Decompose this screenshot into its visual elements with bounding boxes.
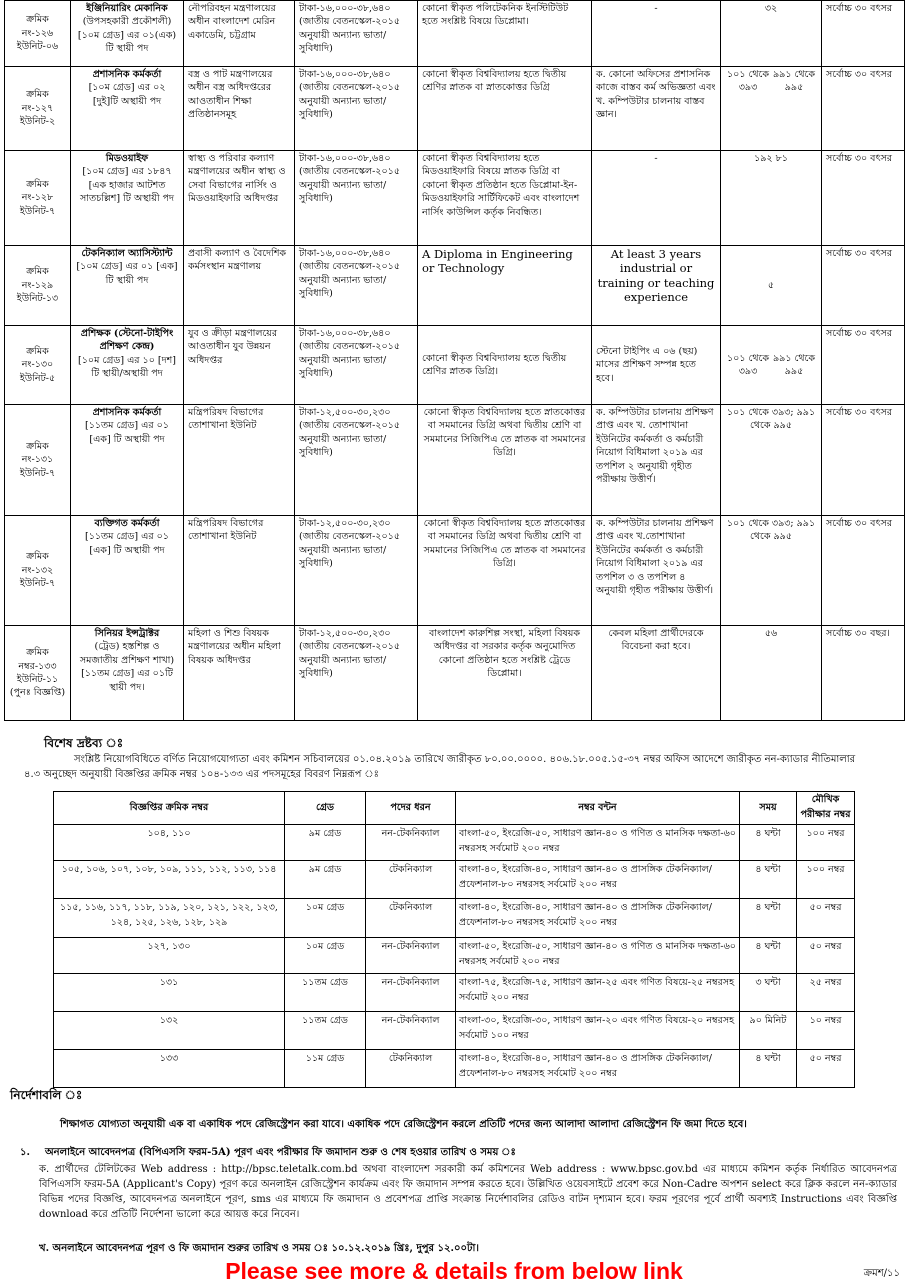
job-serial: ক্রমিক নং-১২৯ ইউনিট-১৩ xyxy=(5,246,71,326)
job-education: কোনো স্বীকৃত বিশ্ববিদ্যালয় হতে দ্বিতীয় শ্রেণির স্নাতক ডিগ্রি। xyxy=(418,326,592,405)
job-row xyxy=(5,626,905,721)
marks-serial: ১৩৩ xyxy=(54,1050,285,1088)
job-ministry: নৌপরিবহন মন্ত্রণালয়ের অধীন বাংলাদেশ মেরিন একাডেমি, চট্টগ্রাম xyxy=(184,1,295,67)
table-row xyxy=(54,1012,855,1050)
table-row xyxy=(54,899,855,938)
job-pay: টাকা-১৬,০০০-৩৮,৬৪০ (জাতীয় বেতনস্কেল-২০১৫ অনুযায়ী অন্যান্য ভাতা/সুবিধাদি) xyxy=(295,67,418,151)
marks-time: ৯০ মিনিট xyxy=(740,1012,797,1050)
marks-type: টেকনিক্যাল xyxy=(366,1050,456,1088)
job-numbers-right: ৯৯১ থেকে ৯৯৫ xyxy=(773,352,815,377)
job-details: (উপসহকারী প্রকৌশলী) [১০ম গ্রেড] এর ০১(এক) টি স্থায়ী পদ xyxy=(77,16,177,55)
job-pay: টাকা-১৬,০০০-৩৮,৬৪০ (জাতীয় বেতনস্কেল-২০১৫ অনুযায়ী অন্যান্য ভাতা/সুবিধাদি) xyxy=(295,246,418,326)
job-pay: টাকা-১২,৫০০-৩০,২৩০ (জাতীয় বেতনস্কেল-২০১৫ অনুযায়ী অন্যান্য ভাতা/সুবিধাদি) xyxy=(295,516,418,626)
job-title-cell xyxy=(71,626,184,721)
marks-col-viva: মৌখিক পরীক্ষার নম্বর xyxy=(797,792,855,825)
job-pay: টাকা-১৬,০০০-৩৮,৬৪০ (জাতীয় বেতনস্কেল-২০১৫ অনুযায়ী অন্যান্য ভাতা/সুবিধাদি) xyxy=(295,1,418,67)
marks-grade: ১১তম গ্রেড xyxy=(285,974,366,1012)
job-experience: - xyxy=(592,151,721,246)
job-details: [১১তম গ্রেড] এর ০১ [এক] টি অস্থায়ী পদ xyxy=(85,420,169,445)
table-row xyxy=(54,938,855,974)
job-title: প্রশাসনিক কর্মকর্তা xyxy=(92,407,162,418)
marks-viva: ৫০ নম্বর xyxy=(797,1050,855,1088)
job-education: A Diploma in Engineering or Technology xyxy=(418,246,592,326)
job-ministry: স্বাস্থ্য ও পরিবার কল্যাণ মন্ত্রণালয়ের অধীন স্বাস্থ্য ও সেবা বিভাগের নার্সিং ও মিডওয়াইফারি অধিদপ্তর xyxy=(184,151,295,246)
job-experience: - xyxy=(592,1,721,67)
job-details: (ট্রেড) হস্তশিল্প ও সমজাতীয় প্রশিক্ষণ শাখা) [১১তম গ্রেড] এর ০১টি স্থায়ী পদ। xyxy=(79,641,175,693)
job-age: সর্বোচ্চ ৩০ বৎসর xyxy=(822,67,905,151)
marks-viva: ১০ নম্বর xyxy=(797,1012,855,1050)
job-title-cell xyxy=(71,151,184,246)
marks-col-time: সময় xyxy=(740,792,797,825)
job-serial: ক্রমিক নম্বর-১৩৩ ইউনিট-১১ (পুনঃ বিজ্ঞপ্তি) xyxy=(5,626,71,721)
table-row xyxy=(54,825,855,861)
job-details: [১১তম গ্রেড] এর ০১ [এক] টি অস্থায়ী পদ xyxy=(85,531,169,556)
marks-type: নন-টেকনিক্যাল xyxy=(366,825,456,861)
job-title: মিডওয়াইফ xyxy=(105,153,149,164)
marks-col-type: পদের ধরন xyxy=(366,792,456,825)
job-numbers: ৫ xyxy=(721,246,822,326)
job-title-cell xyxy=(71,516,184,626)
job-numbers-cell xyxy=(721,326,822,405)
job-experience: ক. কম্পিউটার চালনায় প্রশিক্ষণ প্রাপ্ত এবং খ.তোশাখানা ইউনিটের কর্মকর্তা ও কর্মচারী নিয়োগ বিধিমালা ২০১৯ এর তপশিল ৩ ও তপশিল ৪ অনুযায়ী গৃহীত পরীক্ষায় উত্তীর্ণ। xyxy=(592,516,721,626)
marks-serial: ১২৭, ১৩০ xyxy=(54,938,285,974)
marks-time: ৪ ঘন্টা xyxy=(740,899,797,938)
marks-grade: ১০ম গ্রেড xyxy=(285,938,366,974)
marks-col-serial: বিজ্ঞপ্তির ক্রমিক নম্বর xyxy=(54,792,285,825)
job-age: সর্বোচ্চ ৩০ বৎসর xyxy=(822,516,905,626)
special-note-text: সংশ্লিষ্ট নিয়োগবিধিতে বর্ণিত নিয়োগযোগ্যতা এবং কমিশন সচিবালয়ের ০১.০৪.২০১৯ তারিখে জারীকৃত ৮০.০০.০০০০. ৪০৬.১৮.০০৫.১৫-৩৭ নম্বর অফিস আদেশে জারীকৃত নন-ক্যাডার নীতিমালার ৪.৩ অনুচ্ছেদ অনুযায়ী বিজ্ঞপ্তির ক্রমিক নম্বর ১০৪-১৩৩ এর পদসমূহের বিবরণ নিম্নরূপ ঃ xyxy=(24,754,856,780)
job-row xyxy=(5,326,905,405)
marks-distribution: বাংলা-৪০, ইংরেজি-৪০, সাধারণ জ্ঞান-৪০ ও প্রাসঙ্গিক টেকনিক্যাল/প্রফেশনাল-৮০ নম্বরসহ সর্বমোট ২০০ নম্বর xyxy=(456,1050,740,1088)
marks-time: ৪ ঘন্টা xyxy=(740,825,797,861)
marks-time: ৪ ঘন্টা xyxy=(740,938,797,974)
marks-grade: ১০ম গ্রেড xyxy=(285,899,366,938)
marks-grade: ১১তম গ্রেড xyxy=(285,1012,366,1050)
job-ministry: বস্ত্র ও পাট মন্ত্রণালয়ের অধীন বস্ত্র অধিদপ্তরের আওতাধীন শিক্ষা প্রতিষ্ঠানসমূহ xyxy=(184,67,295,151)
job-age: সর্বোচ্চ ৩০ বছর। xyxy=(822,626,905,721)
table-row xyxy=(54,1050,855,1088)
job-title-cell xyxy=(71,246,184,326)
job-serial: ক্রমিক নং-১৩২ ইউনিট-৭ xyxy=(5,516,71,626)
marks-serial: ১০৪, ১১০ xyxy=(54,825,285,861)
job-age: সর্বোচ্চ ৩০ বৎসর xyxy=(822,405,905,516)
job-ministry: মন্ত্রিপরিষদ বিভাগের তোশাখানা ইউনিট xyxy=(184,405,295,516)
job-title: ব্যক্তিগত কর্মকর্তা xyxy=(94,518,160,529)
job-education: কোনো স্বীকৃত পলিটেকনিক ইনস্টিটিউট হতে সংশ্লিষ্ট বিষয়ে ডিপ্লোমা। xyxy=(418,1,592,67)
marks-viva: ১০০ নম্বর xyxy=(797,861,855,899)
marks-serial: ১১৫, ১১৬, ১১৭, ১১৮, ১১৯, ১২০, ১২১, ১২২, ১২৩, ১২৪, ১২৫, ১২৬, ১২৮, ১২৯ xyxy=(54,899,285,938)
job-numbers: ৫৬ xyxy=(721,626,822,721)
job-age: সর্বোচ্চ ৩০ বৎসর xyxy=(822,246,905,326)
job-experience: At least 3 years industrial or training or teaching experience xyxy=(592,246,721,326)
job-row xyxy=(5,516,905,626)
job-row xyxy=(5,246,905,326)
job-serial: ক্রমিক নং-১২৬ ইউনিট-০৬ xyxy=(5,1,71,67)
job-row xyxy=(5,67,905,151)
marks-viva: ১০০ নম্বর xyxy=(797,825,855,861)
job-serial: ক্রমিক নং-১৩০ ইউনিট-৫ xyxy=(5,326,71,405)
job-education: কোনো স্বীকৃত বিশ্ববিদ্যালয় হতে স্নাতকোত্তর বা সমমানের ডিগ্রি অথবা দ্বিতীয় শ্রেণি বা সমমানের সিজিপিএ তে স্নাতক বা সমমানের ডিগ্রি। xyxy=(418,516,592,626)
instructions-item-a: ক. প্রার্থীদের টেলিটকের Web address : http://bpsc.teletalk.com.bd অথবা বাংলাদেশ সরকারী কর্ম কমিশনের Web address : www.bpsc.gov.bd এর মাধ্যমে কমিশন কর্তৃক নির্ধারিত আবেদনপত্র বিপিএসসি ফরম-5A (Applicant's Copy) পূরণ করে অনলাইন রেজিস্ট্রেশন কার্যক্রম এবং ফি জমাদান সম্পন্ন করতে হবে। উল্লিখিত ওয়েবসাইটে প্রবেশ করে Non-Cadre অপশন select করে ক্লিক করলে নন-ক্যাডার বিভিন্ন পদের বিজ্ঞপ্তি, আবেদনপত্র অনলাইনে পূরণ, sms এর মাধ্যমে ফি জমাদান ও প্রবেশপত্র প্রাপ্তি সংক্রান্ত নির্দেশাবলির রেডিও বাটন দৃশ্যমান হবে। ফরম পূরণের পূর্বে প্রার্থী অবশ্যই Instructions এবং বিজ্ঞপ্তি download করে প্রতিটি নির্দেশনা ভালো করে আয়ত্ত করে নিবেন। xyxy=(39,1164,897,1220)
marks-distribution: বাংলা-৩০, ইংরেজি-৩০, সাধারণ জ্ঞান-২০ এবং গণিত বিষয়ে-২০ নম্বরসহ সর্বমোট ১০০ নম্বর xyxy=(456,1012,740,1050)
marks-distribution: বাংলা-৭৫, ইংরেজি-৭৫, সাধারণ জ্ঞান-২৫ এবং গণিত বিষয়ে-২৫ নম্বরসহ সর্বমোট ২০০ নম্বর xyxy=(456,974,740,1012)
job-pay: টাকা-১২,৫০০-৩০,২৩০ (জাতীয় বেতনস্কেল-২০১৫ অনুযায়ী অন্যান্য ভাতা/সুবিধাদি) xyxy=(295,405,418,516)
job-age: সর্বোচ্চ ৩০ বৎসর xyxy=(822,151,905,246)
special-note-heading: বিশেষ দ্রষ্টব্য ঃ xyxy=(44,736,124,750)
table-row xyxy=(54,861,855,899)
marks-viva: ৫০ নম্বর xyxy=(797,899,855,938)
marks-table xyxy=(53,791,855,1088)
job-numbers: ১০১ থেকে ৩৯৩; ৯৯১ থেকে ৯৯৫ xyxy=(721,516,822,626)
job-education: কোনো স্বীকৃত বিশ্ববিদ্যালয় হতে দ্বিতীয় শ্রেণির স্নাতক বা স্নাতকোত্তর ডিগ্রি xyxy=(418,67,592,151)
marks-type: নন-টেকনিক্যাল xyxy=(366,1012,456,1050)
job-age: সর্বোচ্চ ৩০ বৎসর xyxy=(822,1,905,67)
job-serial: ক্রমিক নং-১৩১ ইউনিট-৭ xyxy=(5,405,71,516)
marks-serial: ১৩২ xyxy=(54,1012,285,1050)
marks-serial: ১০৫, ১০৬, ১০৭, ১০৮, ১০৯, ১১১, ১১২, ১১৩, ১১৪ xyxy=(54,861,285,899)
job-numbers: ১৯২ ৮১ xyxy=(721,151,822,246)
job-numbers-cell xyxy=(721,67,822,151)
marks-type: টেকনিক্যাল xyxy=(366,899,456,938)
job-ministry: প্রবাসী কল্যাণ ও বৈদেশিক কর্মসংস্থান মন্ত্রণালয় xyxy=(184,246,295,326)
instructions-item-title: অনলাইনে আবেদনপত্র (বিপিএসসি ফরম-5A) পূরণ এবং পরীক্ষার ফি জমাদান শুরু ও শেষ হওয়ার তারিখ ও সময় ঃ xyxy=(45,1147,516,1158)
marks-grade: ৯ম গ্রেড xyxy=(285,861,366,899)
job-row xyxy=(5,405,905,516)
page-continue-marker: ক্রমশ/১১ xyxy=(863,1268,900,1279)
job-details: [১০ম গ্রেড] এর ০১ [এক] টি স্থায়ী পদ xyxy=(76,261,178,286)
job-ministry: মহিলা ও শিশু বিষয়ক মন্ত্রণালয়ের অধীন মহিলা বিষয়ক অধিদপ্তর xyxy=(184,626,295,721)
marks-viva: ২৫ নম্বর xyxy=(797,974,855,1012)
marks-distribution: বাংলা-৪০, ইংরেজি-৪০, সাধারণ জ্ঞান-৪০ ও প্রাসঙ্গিক টেকনিক্যাল/প্রফেশনাল-৮০ নম্বরসহ সর্বমোট ২০০ নম্বর xyxy=(456,899,740,938)
instructions-heading: নির্দেশাবলি ঃ xyxy=(10,1088,83,1102)
job-title: টেকনিক্যাল অ্যাসিস্ট্যান্ট xyxy=(81,248,173,259)
job-pay: টাকা-১২,৫০০-৩০,২৩০ (জাতীয় বেতনস্কেল-২০১৫ অনুযায়ী অন্যান্য ভাতা/সুবিধাদি) xyxy=(295,626,418,721)
job-experience: স্টেনো টাইপিং এ ০৬ (ছয়) মাসের প্রশিক্ষণ সম্পন্ন হতে হবে। xyxy=(592,326,721,405)
job-title-cell xyxy=(71,67,184,151)
job-title-cell xyxy=(71,326,184,405)
marks-time: ৪ ঘন্টা xyxy=(740,1050,797,1088)
marks-serial: ১৩১ xyxy=(54,974,285,1012)
job-age: সর্বোচ্চ ৩০ বৎসর xyxy=(822,326,905,405)
job-pay: টাকা-১৬,০০০-৩৮,৬৪০ (জাতীয় বেতনস্কেল-২০১৫ অনুযায়ী অন্যান্য ভাতা/সুবিধাদি) xyxy=(295,151,418,246)
marks-type: নন-টেকনিক্যাল xyxy=(366,974,456,1012)
job-education: কোনো স্বীকৃত বিশ্ববিদ্যালয় হতে স্নাতকোত্তর বা সমমানের ডিগ্রি অথবা দ্বিতীয় শ্রেণি বা সমমানের সিজিপিএ তে স্নাতক বা সমমানের ডিগ্রি। xyxy=(418,405,592,516)
job-education: কোনো স্বীকৃত বিশ্ববিদ্যালয় হতে মিডওয়াইফারি বিষয়ে স্নাতক ডিগ্রি বা কোনো স্বীকৃত প্রতিষ্ঠান হতে ডিপ্লোমা-ইন-মিডওয়াইফারি সার্টিফিকেট এবং বাংলাদেশ নার্সিং কাউন্সিল কর্তৃক নিবন্ধিত। xyxy=(418,151,592,246)
marks-grade: ৯ম গ্রেড xyxy=(285,825,366,861)
instructions-intro: শিক্ষাগত যোগ্যতা অনুযায়ী এক বা একাধিক পদে রেজিস্ট্রেশন করা যাবে। একাধিক পদে রেজিস্ট্রেশন করলে প্রতিটি পদের জন্য আলাদা আলাদা রেজিস্ট্রেশন ফি জমা দিতে হবে। xyxy=(60,1119,747,1130)
job-title: ইঞ্জিনিয়ারিং মেকানিক xyxy=(86,3,168,14)
job-ministry: যুব ও ক্রীড়া মন্ত্রণালয়ের আওতাধীন যুব উন্নয়ন অধিদপ্তর xyxy=(184,326,295,405)
job-title: প্রশিক্ষক (স্টেনো-টাইপিং প্রশিক্ষণ কেন্দ্র) xyxy=(80,328,174,353)
instructions-item-number: ১. xyxy=(20,1147,30,1158)
marks-header-row xyxy=(54,792,855,825)
instructions-item-b: খ. অনলাইনে আবেদনপত্র পূরণ ও ফি জমাদান শুরুর তারিখ ও সময় ঃ ১০.১২.২০১৯ খ্রিঃ, দুপুর ১২.০০টা। xyxy=(39,1243,479,1254)
job-title-cell xyxy=(71,1,184,67)
job-numbers-left: ১০১ থেকে ৩৯৩ xyxy=(727,69,769,94)
marks-distribution: বাংলা-৪০, ইংরেজি-৪০, সাধারণ জ্ঞান-৪০ ও প্রাসঙ্গিক টেকনিক্যাল/প্রফেশনাল-৮০ নম্বরসহ সর্বমোট ২০০ নম্বর xyxy=(456,861,740,899)
job-education: বাংলাদেশ কারুশিল্প সংস্থা, মহিলা বিষয়ক অধিদপ্তর বা সরকার কর্তৃক অনুমোদিত কোনো প্রতিষ্ঠান হতে সংশ্লিষ্ট ট্রেডে ডিপ্লোমা। xyxy=(418,626,592,721)
job-experience: কেবল মহিলা প্রার্থীদেরকে বিবেচনা করা হবে। xyxy=(592,626,721,721)
job-title: প্রশাসনিক কর্মকর্তা xyxy=(92,69,162,80)
job-row xyxy=(5,1,905,67)
job-experience: ক. কোনো অফিসের প্রশাসনিক কাজে বাস্তব কর্ম অভিজ্ঞতা এবং খ. কম্পিউটার চালনায় বাস্তব জ্ঞান। xyxy=(592,67,721,151)
details-link-banner: Please see more & details from below link xyxy=(225,1258,683,1284)
job-details: [১০ম গ্রেড] এর ০২ [দুই]টি অস্থায়ী পদ xyxy=(88,82,166,107)
job-details: [১০ম গ্রেড] এর ১০ [দশ] টি স্থায়ী/অস্থায়ী পদ xyxy=(78,354,176,380)
marks-distribution: বাংলা-৫০, ইংরেজি-৫০, সাধারণ জ্ঞান-৪০ ও গণিত ও মানসিক দক্ষতা-৬০ নম্বরসহ সর্বমোট ২০০ নম্বর xyxy=(456,825,740,861)
job-numbers: ৩২ xyxy=(721,1,822,67)
marks-type: টেকনিক্যাল xyxy=(366,861,456,899)
marks-col-distribution: নম্বর বন্টন xyxy=(456,792,740,825)
marks-viva: ৫০ নম্বর xyxy=(797,938,855,974)
marks-grade: ১১ম গ্রেড xyxy=(285,1050,366,1088)
job-row xyxy=(5,151,905,246)
job-title-cell xyxy=(71,405,184,516)
marks-time: ৩ ঘন্টা xyxy=(740,974,797,1012)
job-ministry: মন্ত্রিপরিষদ বিভাগের তোশাখানা ইউনিট xyxy=(184,516,295,626)
table-row xyxy=(54,974,855,1012)
job-serial: ক্রমিক নং-১২৭ ইউনিট-২ xyxy=(5,67,71,151)
job-title: সিনিয়র ইন্সট্রাক্টর xyxy=(94,628,160,639)
job-serial: ক্রমিক নং-১২৮ ইউনিট-৭ xyxy=(5,151,71,246)
marks-distribution: বাংলা-৫০, ইংরেজি-৫০, সাধারণ জ্ঞান-৪০ ও গণিত ও মানসিক দক্ষতা-৬০ নম্বরসহ সর্বমোট ২০০ নম্বর xyxy=(456,938,740,974)
marks-type: নন-টেকনিক্যাল xyxy=(366,938,456,974)
marks-time: ৪ ঘন্টা xyxy=(740,861,797,899)
job-numbers-right: ৯৯১ থেকে ৯৯৫ xyxy=(773,69,815,94)
marks-col-grade: গ্রেড xyxy=(285,792,366,825)
job-numbers-left: ১০১ থেকে ৩৯৩ xyxy=(727,352,769,377)
job-posts-table xyxy=(4,0,905,721)
job-details: [১০ম গ্রেড] এর ১৮৪৭ [এক হাজার আটশত সাতচল্লিশ] টি অস্থায়ী পদ xyxy=(79,166,175,205)
job-numbers: ১০১ থেকে ৩৯৩; ৯৯১ থেকে ৯৯৫ xyxy=(721,405,822,516)
job-pay: টাকা-১৬,০০০-৩৮,৬৪০ (জাতীয় বেতনস্কেল-২০১৫ অনুযায়ী অন্যান্য ভাতা/সুবিধাদি) xyxy=(295,326,418,405)
job-experience: ক. কম্পিউটার চালনায় প্রশিক্ষণ প্রাপ্ত এবং খ. তোশাখানা ইউনিটের কর্মকর্তা ও কর্মচারী নিয়োগ বিধিমালা ২০১৯ এর তপশিল ২ অনুযায়ী গৃহীত পরীক্ষায় উত্তীর্ণ। xyxy=(592,405,721,516)
